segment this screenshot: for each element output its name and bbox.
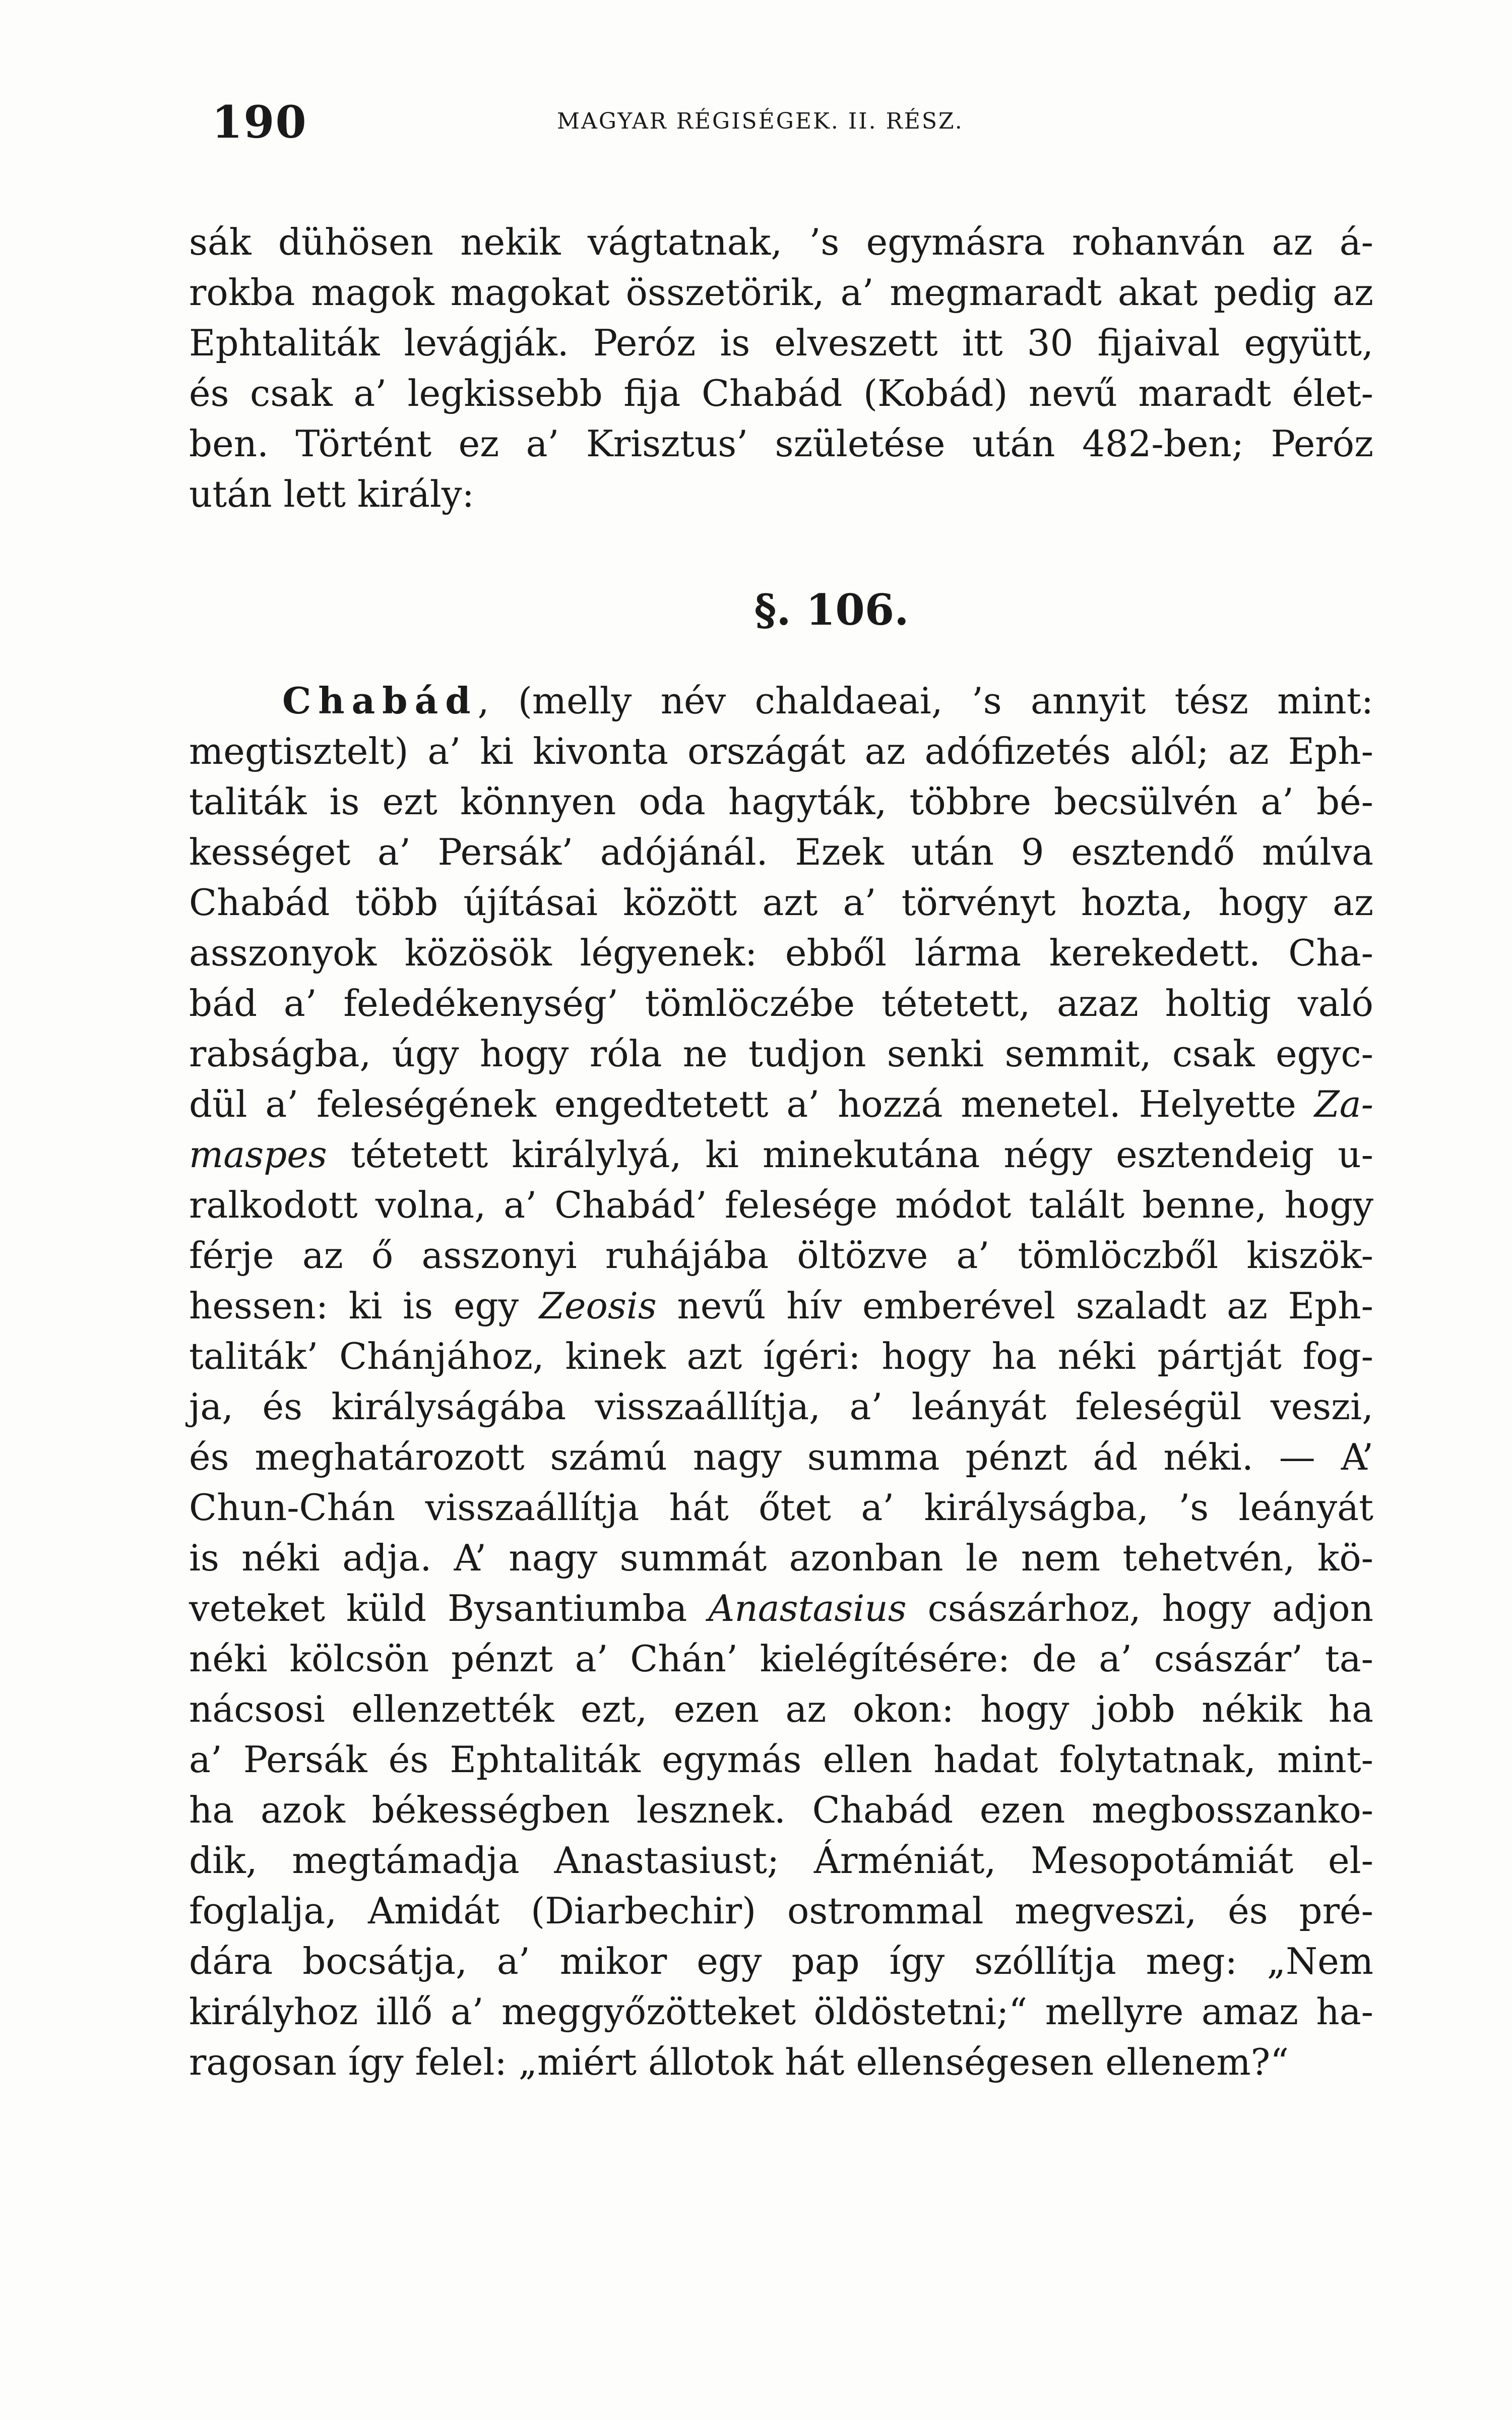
text-line: ralkodott volna, a’ Chabád’ felesége módot talált benne, hogy — [189, 1184, 1373, 1226]
text-line: is néki adja. A’ nagy summát azonban le nem tehetvén, kö- — [189, 1537, 1373, 1579]
text-line: ja, és királyságába visszaállítja, a’ leányát feleségül veszi, — [189, 1385, 1373, 1428]
italic-name: Zeosis — [539, 1285, 657, 1327]
text-line: rokba magok magokat összetörik, a’ megmaradt akat pedig az — [189, 271, 1373, 314]
italic-name: Anastasius — [708, 1587, 907, 1629]
text-line: királyhoz illő a’ meggyőzötteket öldöstetni;“ mellyre amaz ha- — [189, 1990, 1373, 2033]
text-line: a’ Persák és Ephtaliták egymás ellen hadat folytatnak, mint- — [189, 1738, 1373, 1781]
text-line: Chabád, (melly név chaldaeai, ’s annyit tész mint: — [282, 679, 1373, 722]
text-line: Chun-Chán visszaállítja hát őtet a’ királyságba, ’s leányát — [189, 1486, 1373, 1529]
text-line: veteket küld Bysantiumba Anastasius császárhoz, hogy adjon — [189, 1587, 1373, 1629]
text-line: asszonyok közösök légyenek: ebből lárma kerekedett. Cha- — [189, 932, 1373, 974]
text-line: bád a’ feledékenység’ tömlöczébe tétetett, azaz holtig való — [189, 982, 1373, 1024]
section-heading-text: §. 106. — [754, 585, 909, 635]
text-line: és meghatározott számú nagy summa pénzt ád néki. — A’ — [189, 1436, 1373, 1478]
page-header — [0, 96, 1512, 151]
text-line: néki kölcsön pénzt a’ Chán’ kielégítésére: de a’ császár’ ta- — [189, 1638, 1373, 1680]
text-line: taliták is ezt könnyen oda hagyták, többre becsülvén a’ bé- — [189, 780, 1373, 823]
page-number: 190 — [212, 96, 307, 148]
text-line: maspes tétetett királylyá, ki minekutána négy esztendeig u- — [189, 1133, 1373, 1176]
text-line: ha azok békességben lesznek. Chabád ezen megbosszanko- — [189, 1789, 1373, 1831]
text-line: taliták’ Chánjához, kinek azt ígéri: hogy ha néki pártját fog- — [189, 1335, 1373, 1377]
text-line: dik, megtámadja Anastasiust; Árméniát, Mesopotámiát el- — [189, 1839, 1373, 1882]
italic-name: maspes — [189, 1133, 327, 1176]
section-heading — [0, 582, 1512, 638]
text-line: sák dühösen nekik vágtatnak, ’s egymásra rohanván az á- — [189, 221, 1373, 263]
text-line: után lett király: — [189, 473, 474, 515]
text-line: kességet a’ Persák’ adójánál. Ezek után 9 esztendő múlva — [189, 831, 1373, 873]
text-line: rabságba, úgy hogy róla ne tudjon senki semmit, csak egyc- — [189, 1033, 1373, 1075]
text-line: ben. Történt ez a’ Krisztus’ születése után 482-ben; Peróz — [189, 422, 1373, 465]
text-line: foglalja, Amidát (Diarbechir) ostrommal megveszi, és pré- — [189, 1890, 1373, 1932]
lead-word: Chabád — [282, 679, 478, 722]
text-line: férje az ő asszonyi ruhájába öltözve a’ tömlöczből kiszök- — [189, 1234, 1373, 1277]
text-line: és csak a’ legkissebb fija Chabád (Kobád) nevű maradt élet- — [189, 372, 1373, 414]
text-line: Ephtaliták levágják. Peróz is elveszett itt 30 fijaival együtt, — [189, 322, 1373, 364]
running-head: MAGYAR RÉGISÉGEK. II. RÉSZ. — [557, 108, 964, 134]
text-line: dül a’ feleségének engedtetett a’ hozzá menetel. Helyette Za- — [189, 1083, 1373, 1125]
italic-name: Za- — [1314, 1083, 1373, 1125]
text-line: hessen: ki is egy Zeosis nevű hív emberével szaladt az Eph- — [189, 1285, 1374, 1327]
text-line: ragosan így felel: „miért állotok hát ellenségesen ellenem?“ — [189, 2041, 1289, 2083]
text-line: dára bocsátja, a’ mikor egy pap így szóllítja meg: „Nem — [189, 1940, 1373, 1982]
text-line: nácsosi ellenzették ezt, ezen az okon: hogy jobb nékik ha — [189, 1688, 1373, 1730]
text-line: Chabád több újításai között azt a’ törvényt hozta, hogy az — [189, 881, 1373, 924]
text-line: megtisztelt) a’ ki kivonta országát az adófizetés alól; az Eph- — [189, 730, 1373, 772]
